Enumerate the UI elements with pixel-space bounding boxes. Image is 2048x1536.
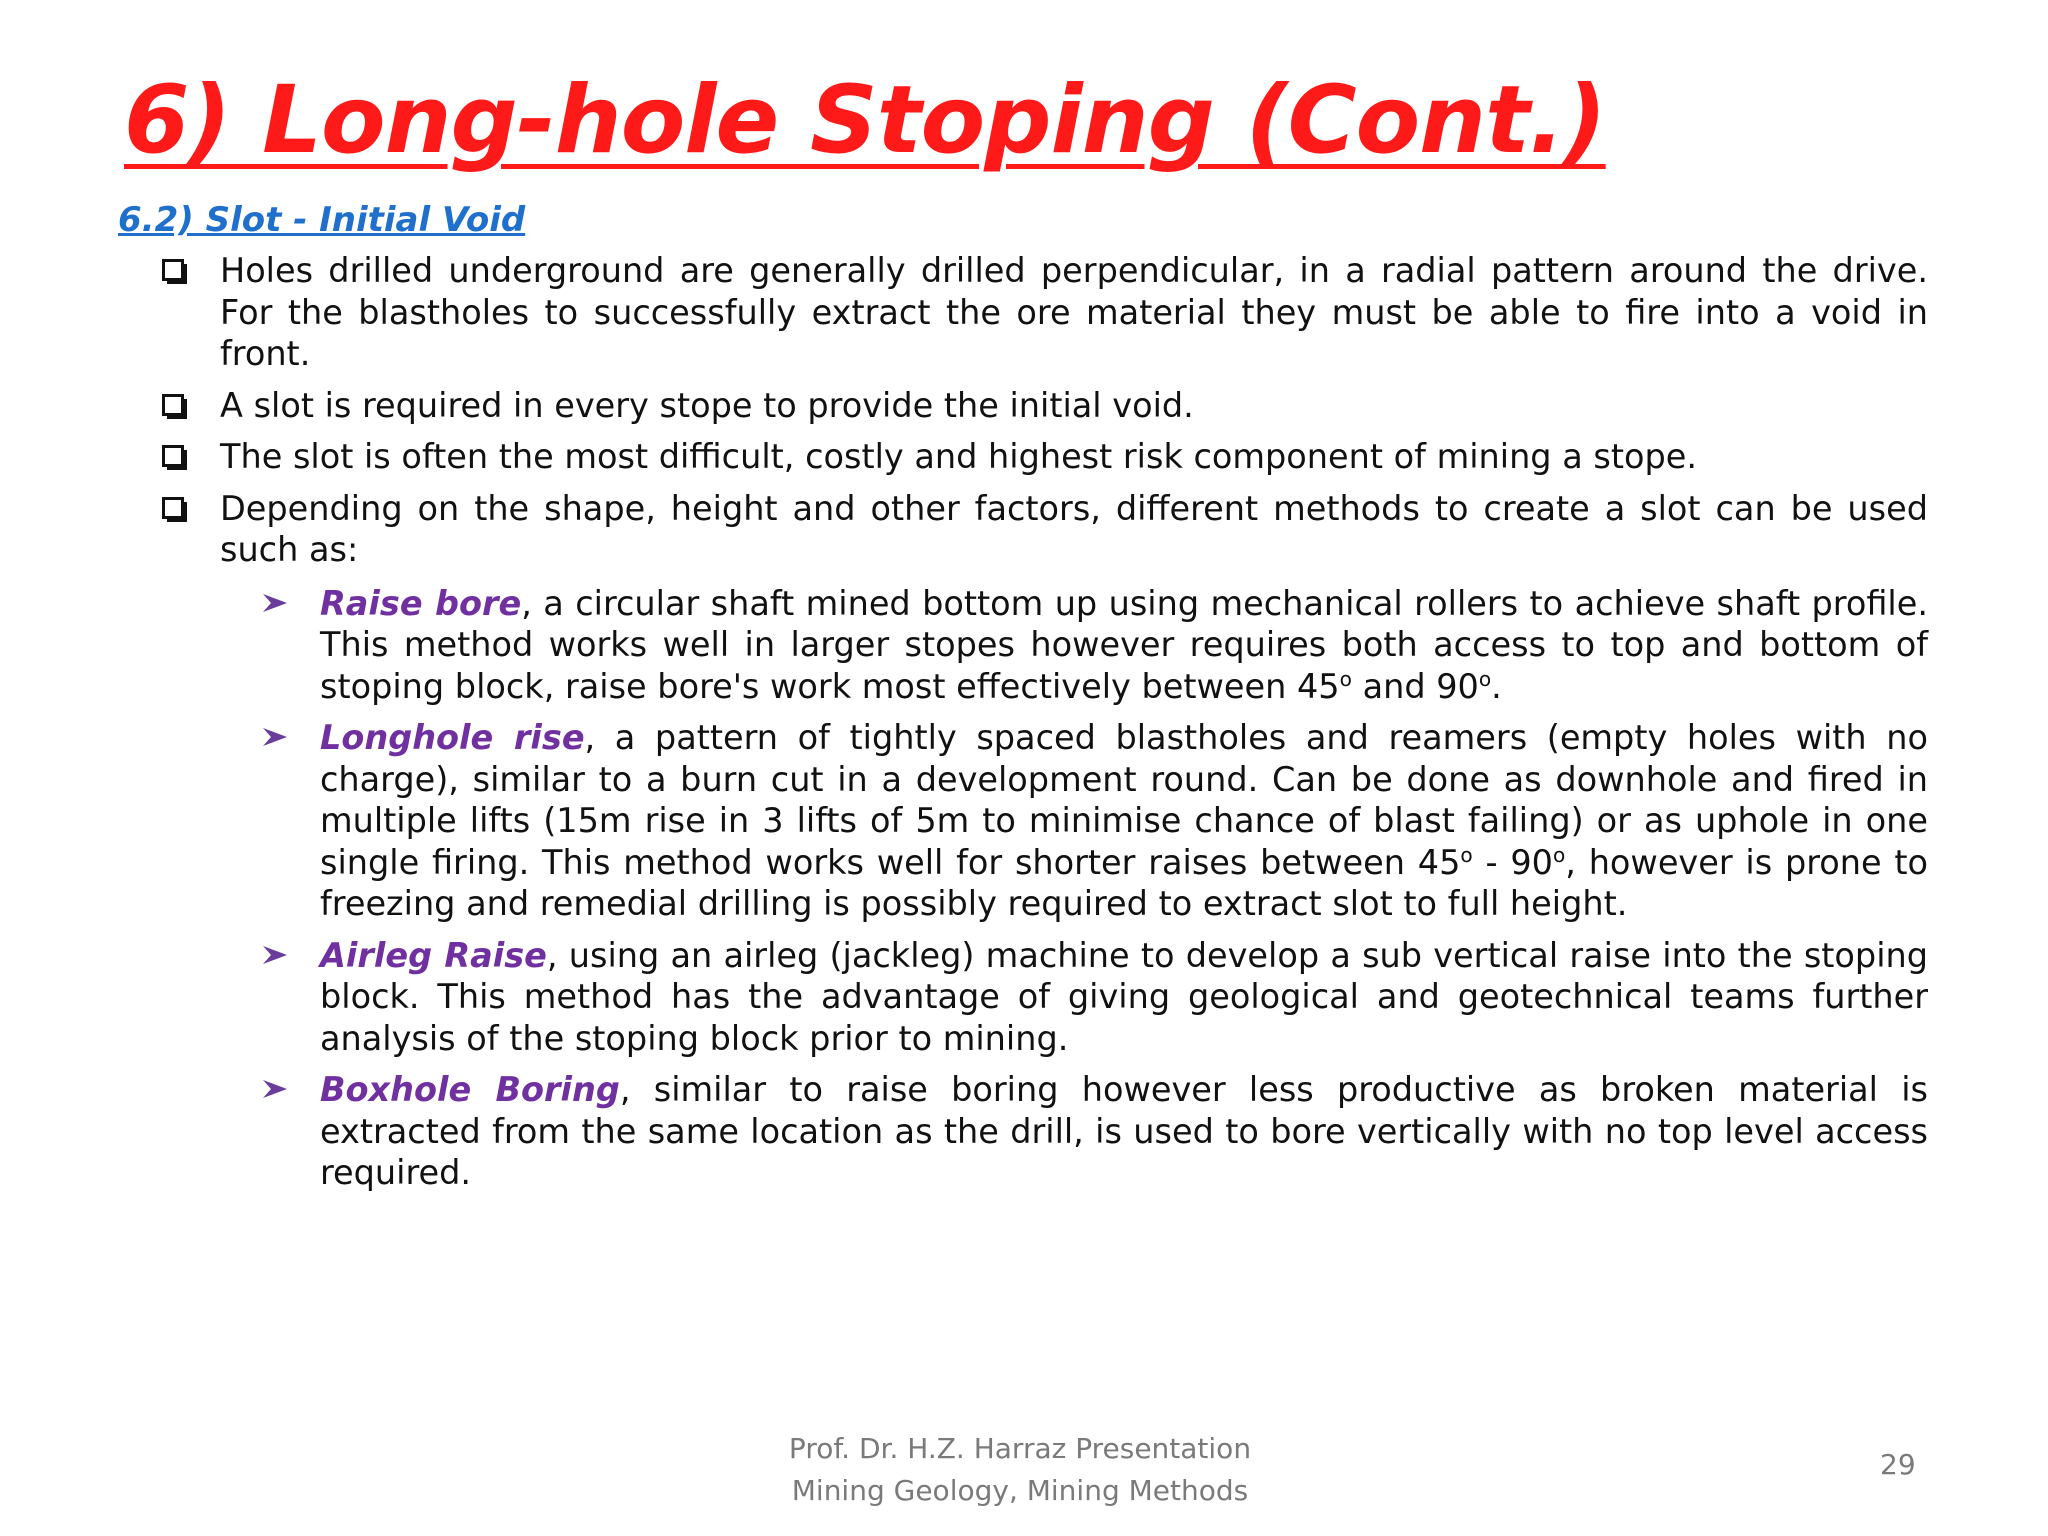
slide-body [160, 250, 1928, 1204]
degree-superscript: o [1478, 666, 1492, 691]
bullet-item [160, 385, 1928, 427]
section-heading: 6.2) Slot - Initial Void [118, 200, 526, 240]
method-item-boxhole-boring [160, 1069, 1928, 1194]
method-text: , a pattern of tightly spaced blastholes and reamers (empty holes with no charge), similar to a burn cut in a development round. Can be done as downhole and fired in multiple lifts (15m rise in 3 lifts of 5m to minimise chance of blast failing) or as uphole in one single firing. This method works well for shorter raises between 45 [320, 718, 1928, 882]
page-number: 29 [1880, 1448, 1916, 1481]
method-item-raise-bore [160, 583, 1928, 708]
slide-footer [700, 1428, 1340, 1512]
method-text: - 90 [1472, 842, 1553, 882]
arrowhead-bullet-icon [260, 1069, 290, 1109]
method-text: , using an airleg (jackleg) machine to develop a sub vertical raise into the stoping block. This method has the advantage of giving geological and geotechnical teams further analysis of the stoping block prior to mining. [320, 935, 1929, 1058]
degree-superscript: o [1460, 842, 1473, 867]
method-text: , a circular shaft mined bottom up using mechanical rollers to achieve shaft profile. This method works well in larger stopes however requires both access to top and bottom of stoping block, raise bore's work most effectively between 45 [320, 583, 1928, 706]
square-bullet-icon [162, 497, 184, 519]
degree-superscript: o [1339, 666, 1352, 691]
footer-author: Prof. Dr. H.Z. Harraz Presentation [788, 1432, 1252, 1465]
square-bullet-icon [162, 445, 184, 467]
method-term: Airleg Raise [320, 935, 547, 975]
bullet-text: A slot is required in every stope to provide the initial void. [220, 385, 1194, 425]
arrowhead-bullet-icon [260, 717, 290, 757]
bullet-text: Depending on the shape, height and other factors, different methods to create a slot can be used such as: [220, 488, 1928, 569]
footer-course: Mining Geology, Mining Methods [791, 1474, 1249, 1507]
bullet-item [160, 436, 1928, 478]
degree-superscript: o [1552, 842, 1566, 867]
method-text: . [1491, 666, 1502, 706]
method-item-longhole-rise [160, 717, 1928, 925]
method-item-airleg-raise [160, 935, 1928, 1060]
method-text: , however is prone to freezing and remedial drilling is possibly required to extract slot to full height. [320, 842, 1928, 923]
slide-title: 6) Long-hole Stoping (Cont.) [124, 66, 1606, 175]
square-bullet-icon [162, 394, 184, 416]
bullet-item [160, 488, 1928, 571]
arrowhead-bullet-icon [260, 935, 290, 975]
bullet-item [160, 250, 1928, 375]
method-term: Raise bore [320, 583, 522, 623]
square-bullet-icon [162, 259, 184, 281]
method-text: and 90 [1351, 666, 1479, 706]
arrowhead-bullet-icon [260, 583, 290, 623]
method-term: Boxhole Boring [320, 1070, 620, 1109]
method-text: , similar to raise boring however less productive as broken material is extracted from the same location as the drill, is used to bore vertically with no top level access required. [320, 1070, 1928, 1192]
bullet-text: Holes drilled underground are generally drilled perpendicular, in a radial pattern around the drive. For the blastholes to successfully extract the ore material they must be able to fire into a void in front. [220, 251, 1928, 373]
method-list [160, 583, 1928, 1194]
method-term: Longhole rise [320, 718, 585, 757]
bullet-text: The slot is often the most difficult, costly and highest risk component of mining a stope. [220, 437, 1698, 476]
